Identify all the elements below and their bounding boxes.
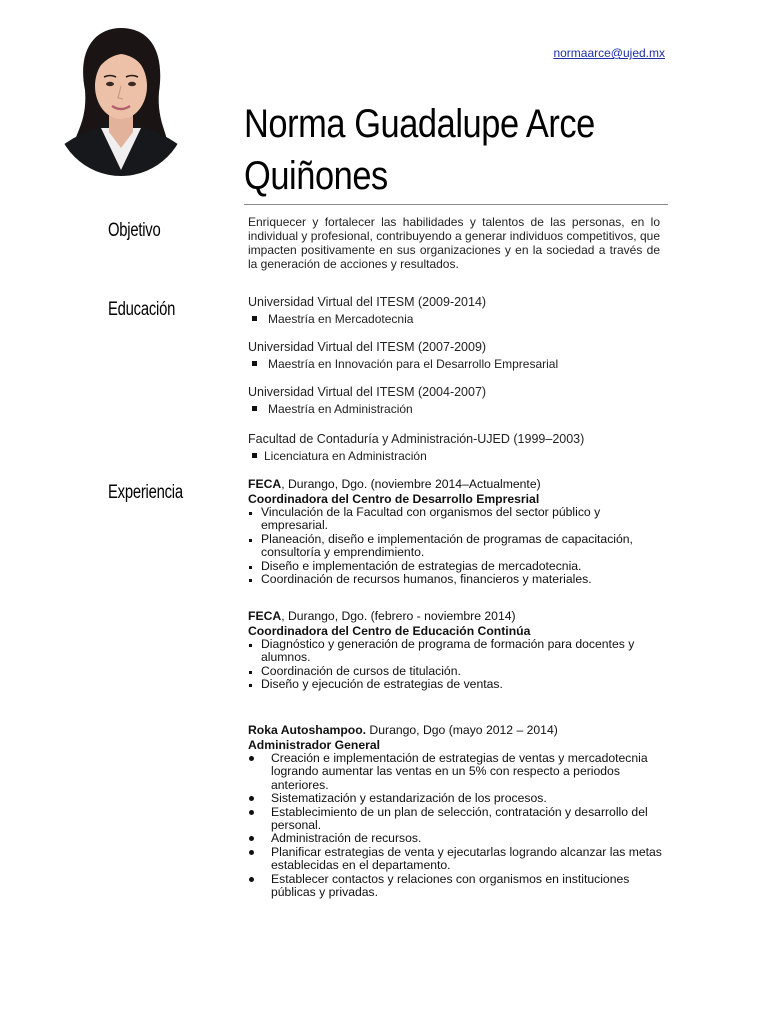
experience-entry — [248, 722, 662, 899]
education-heading: Educación — [108, 299, 176, 320]
list-item: Coordinación de cursos de titulación. — [248, 665, 662, 678]
list-item: Coordinación de recursos humanos, financieros y materiales. — [248, 573, 662, 586]
experience-entry — [248, 608, 662, 692]
experience-role: Coordinadora del Centro de Desarrollo Empresrial — [248, 492, 540, 506]
experience-duties — [248, 506, 662, 586]
experience-heading: Experiencia — [108, 482, 183, 503]
experience-role: Coordinadora del Centro de Educación Continúa — [248, 624, 531, 638]
full-name — [244, 98, 622, 202]
experience-duties — [248, 638, 662, 692]
list-item: Diseño e implementación de estrategias de mercadotecnia. — [248, 560, 662, 573]
experience-entry — [248, 476, 662, 586]
name-line-1: Norma Guadalupe Arce — [244, 102, 595, 146]
list-item: Diagnóstico y generación de programa de formación para docentes y alumnos. — [248, 638, 662, 665]
name-line-2: Quiñones — [244, 154, 388, 198]
email-link[interactable]: normaarce@ujed.mx — [553, 46, 665, 60]
education-institution: Universidad Virtual del ITESM (2009-2014) — [248, 295, 487, 309]
experience-duties — [248, 752, 662, 899]
experience-organization: Roka Autoshampoo. Durango, Dgo (mayo 2012 – 2014) — [248, 723, 558, 737]
bullet-icon — [252, 361, 257, 366]
education-degree: Maestría en Mercadotecnia — [252, 312, 413, 326]
list-item: Sistematización y estandarización de los procesos. — [248, 792, 662, 805]
experience-role: Administrador General — [248, 738, 381, 752]
experience-organization: FECA, Durango, Dgo. (febrero - noviembre 2014) — [248, 609, 516, 623]
list-item: Diseño y ejecución de estrategias de ventas. — [248, 678, 662, 691]
list-item: Administración de recursos. — [248, 832, 662, 845]
list-item: Creación e implementación de estrategias de ventas y mercadotecnia logrando aumentar las ventas en un 5% con respecto a periodos anteriores. — [248, 752, 662, 792]
list-item: Establecer contactos y relaciones con organismos en instituciones públicas y privadas. — [248, 873, 662, 900]
education-degree: Licenciatura en Administración — [252, 449, 427, 463]
education-institution: Universidad Virtual del ITESM (2007-2009) — [248, 340, 487, 354]
profile-photo — [55, 20, 187, 176]
objective-text: Enriquecer y fortalecer las habilidades y talentos de las personas, en lo individual y profesional, contribuyendo a generar individuos competitivos, que impacten positivamente en sus organizaciones y en la sociedad a través de la generación de acciones y resultados. — [248, 215, 660, 271]
education-institution: Facultad de Contaduría y Administración-UJED (1999–2003) — [248, 432, 585, 446]
experience-organization: FECA, Durango, Dgo. (noviembre 2014–Actualmente) — [248, 477, 541, 491]
bullet-icon — [252, 406, 257, 411]
list-item: Vinculación de la Facultad con organismos del sector público y empresarial. — [248, 506, 662, 533]
list-item: Planeación, diseño e implementación de programas de capacitación, consultoría y emprendimiento. — [248, 533, 662, 560]
objective-heading: Objetivo — [108, 220, 161, 241]
list-item: Establecimiento de un plan de selección, contratación y desarrollo del personal. — [248, 806, 662, 833]
header-divider — [244, 204, 668, 205]
bullet-icon — [252, 453, 257, 458]
education-degree: Maestría en Administración — [252, 402, 413, 416]
education-degree: Maestría en Innovación para el Desarrollo Empresarial — [252, 357, 558, 371]
list-item: Planificar estrategias de venta y ejecutarlas logrando alcanzar las metas establecidas en el departamento. — [248, 846, 662, 873]
education-institution: Universidad Virtual del ITESM (2004-2007) — [248, 385, 487, 399]
bullet-icon — [252, 316, 257, 321]
